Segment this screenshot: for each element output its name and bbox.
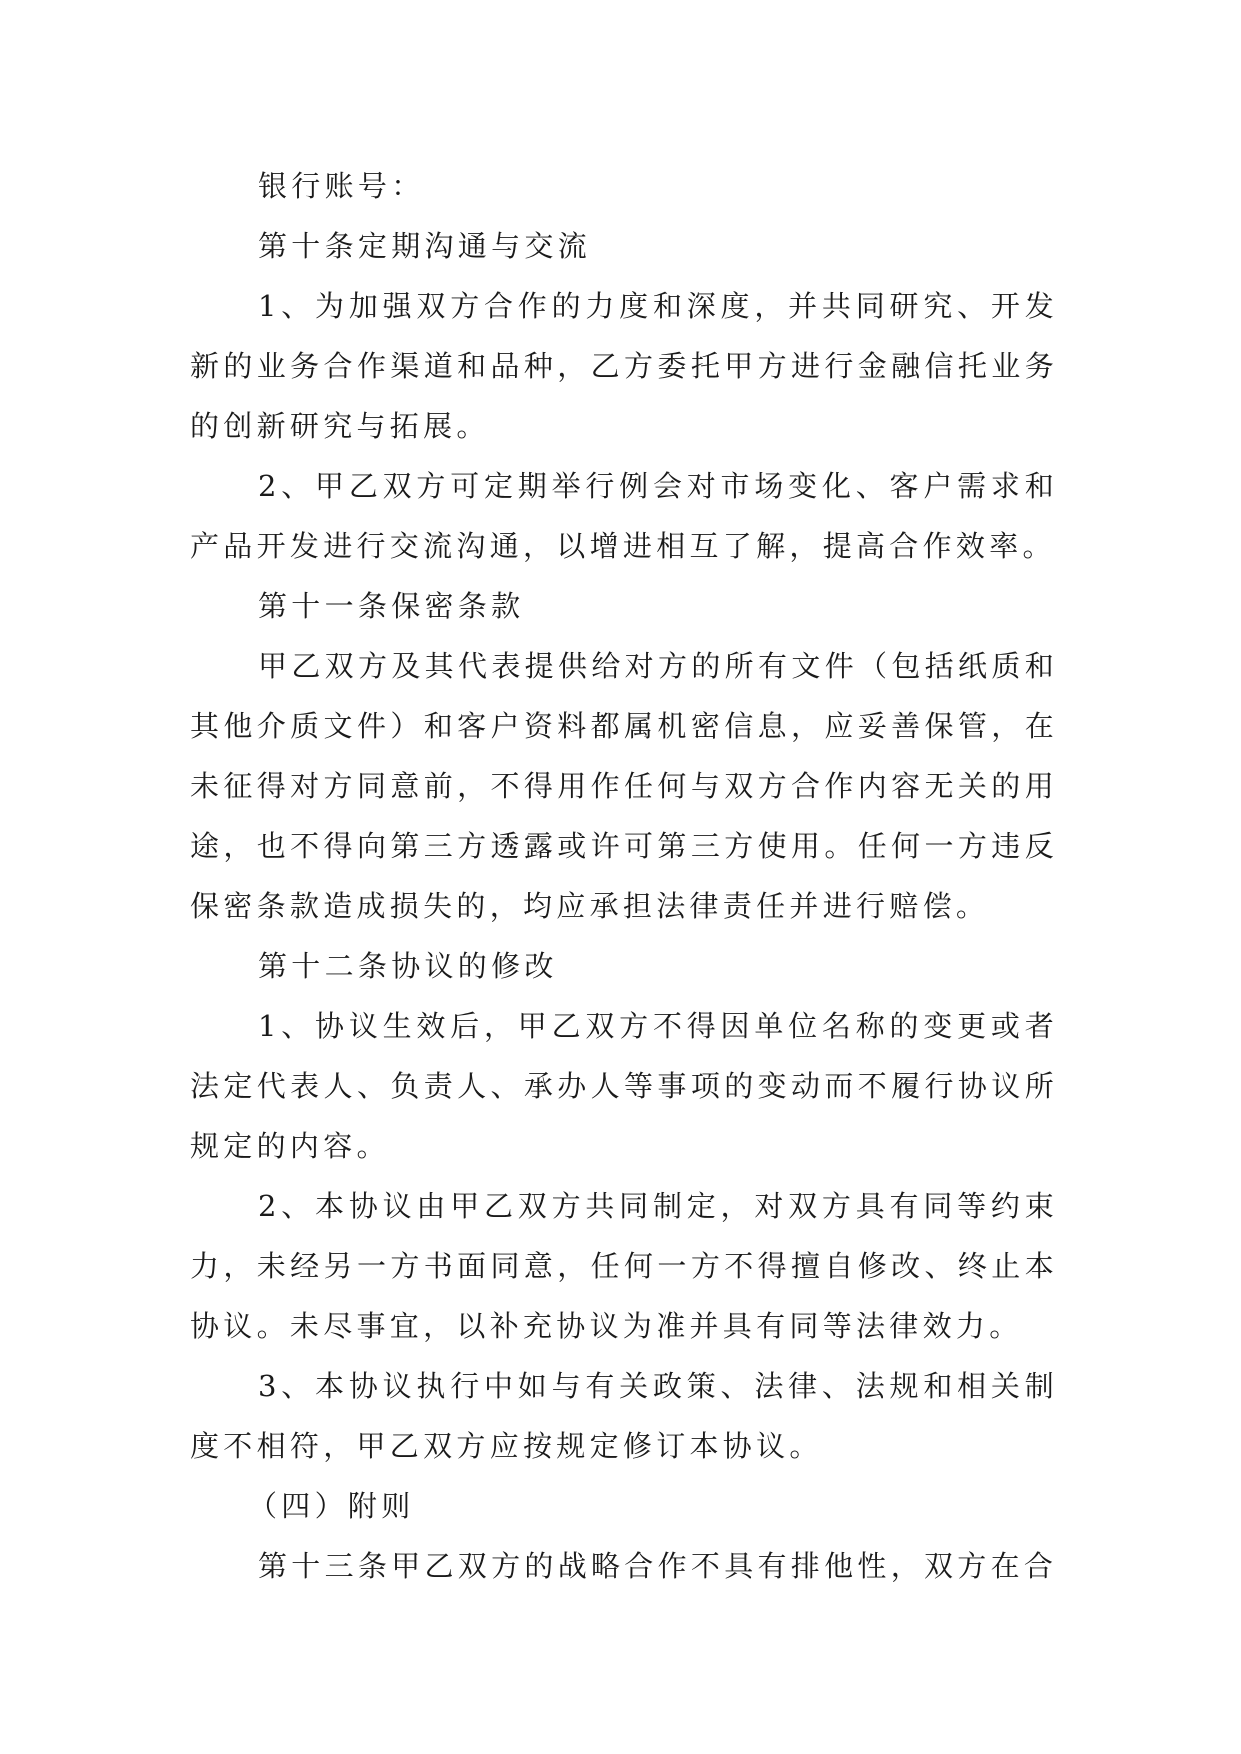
article-12-item-1: 1、协议生效后，甲乙双方不得因单位名称的变更或者法定代表人、负责人、承办人等事项的变动而不履行协议所规定的内容。 [190,1009,1058,1163]
article-10-item-2: 2、甲乙双方可定期举行例会对市场变化、客户需求和产品开发进行交流沟通，以增进相互了解，提高合作效率。 [190,469,1058,563]
article-10-heading: 第十条定期沟通与交流 [258,229,592,263]
article-12-heading: 第十二条协议的修改 [258,949,558,983]
article-13-start: 第十三条甲乙双方的战略合作不具有排他性，双方在合 [258,1549,1058,1583]
article-12-item-3: 3、本协议执行中如与有关政策、法律、法规和相关制度不相符，甲乙双方应按规定修订本协议。 [190,1369,1058,1463]
bank-account-label: 银行账号： [258,169,425,203]
article-11-heading: 第十一条保密条款 [258,589,525,623]
article-10-item-1: 1、为加强双方合作的力度和深度，并共同研究、开发新的业务合作渠道和品种，乙方委托甲方进行金融信托业务的创新研究与拓展。 [190,289,1058,443]
article-11-body: 甲乙双方及其代表提供给对方的所有文件（包括纸质和其他介质文件）和客户资料都属机密信息，应妥善保管，在未征得对方同意前，不得用作任何与双方合作内容无关的用途，也不得向第三方透露或许可第三方使用。任何一方违反保密条款造成损失的，均应承担法律责任并进行赔偿。 [190,649,1058,923]
section-4-label: （四）附则 [248,1489,415,1523]
document-page [190,156,1058,1596]
article-12-item-2: 2、本协议由甲乙双方共同制定，对双方具有同等约束力，未经另一方书面同意，任何一方不得擅自修改、终止本协议。未尽事宜，以补充协议为准并具有同等法律效力。 [190,1189,1058,1343]
